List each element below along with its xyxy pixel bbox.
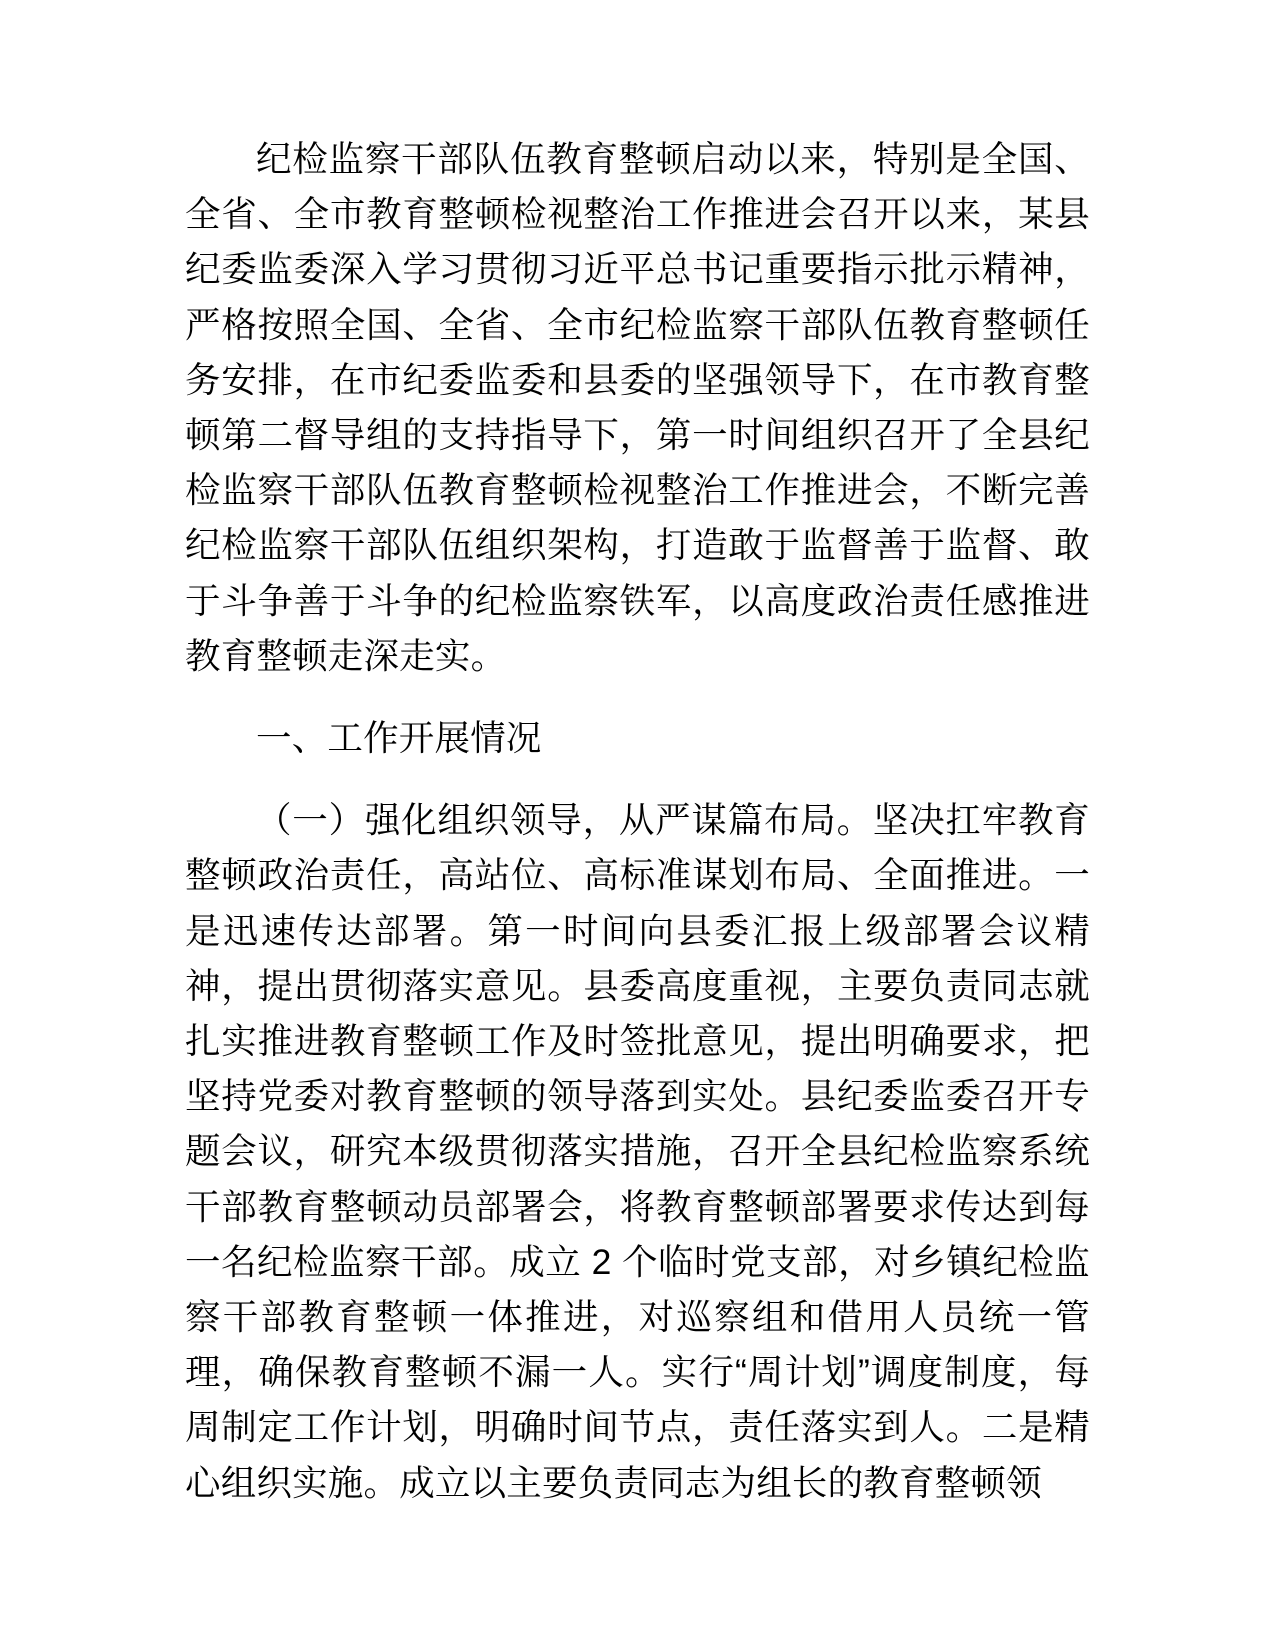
document-text-column bbox=[185, 132, 1090, 1511]
paragraph-subsection-one: （一）强化组织领导，从严谋篇布局。坚决扛牢教育整顿政治责任，高站位、高标准谋划布局、全面推进。一是迅速传达部署。第一时间向县委汇报上级部署会议精神，提出贯彻落实意见。县委高度重视，主要负责同志就扎实推进教育整顿工作及时签批意见，提出明确要求，把坚持党委对教育整顿的领导落到实处。县纪委监委召开专题会议，研究本级贯彻落实措施，召开全县纪检监察系统干部教育整顿动员部署会，将教育整顿部署要求传达到每一名纪检监察干部。成立 2 个临时党支部，对乡镇纪检监察干部教育整顿一体推进，对巡察组和借用人员统一管理，确保教育整顿不漏一人。实行“周计划”调度制度，每周制定工作计划，明确时间节点，责任落实到人。二是精心组织实施。成立以主要负责同志为组长的教育整顿领 bbox=[185, 800, 1090, 1503]
paragraph-intro: 纪检监察干部队伍教育整顿启动以来，特别是全国、全省、全市教育整顿检视整治工作推进会召开以来，某县纪委监委深入学习贯彻习近平总书记重要指示批示精神，严格按照全国、全省、全市纪检监察干部队伍教育整顿任务安排，在市纪委监委和县委的坚强领导下，在市教育整顿第二督导组的支持指导下，第一时间组织召开了全县纪检监察干部队伍教育整顿检视整治工作推进会，不断完善纪检监察干部队伍组织架构，打造敢于监督善于监督、敢于斗争善于斗争的纪检监察铁军，以高度政治责任感推进教育整顿走深走实。 bbox=[185, 139, 1090, 676]
section-heading-one: 一、工作开展情况 bbox=[256, 718, 542, 759]
paragraph-gap bbox=[185, 684, 1090, 711]
paragraph-gap bbox=[185, 766, 1090, 793]
